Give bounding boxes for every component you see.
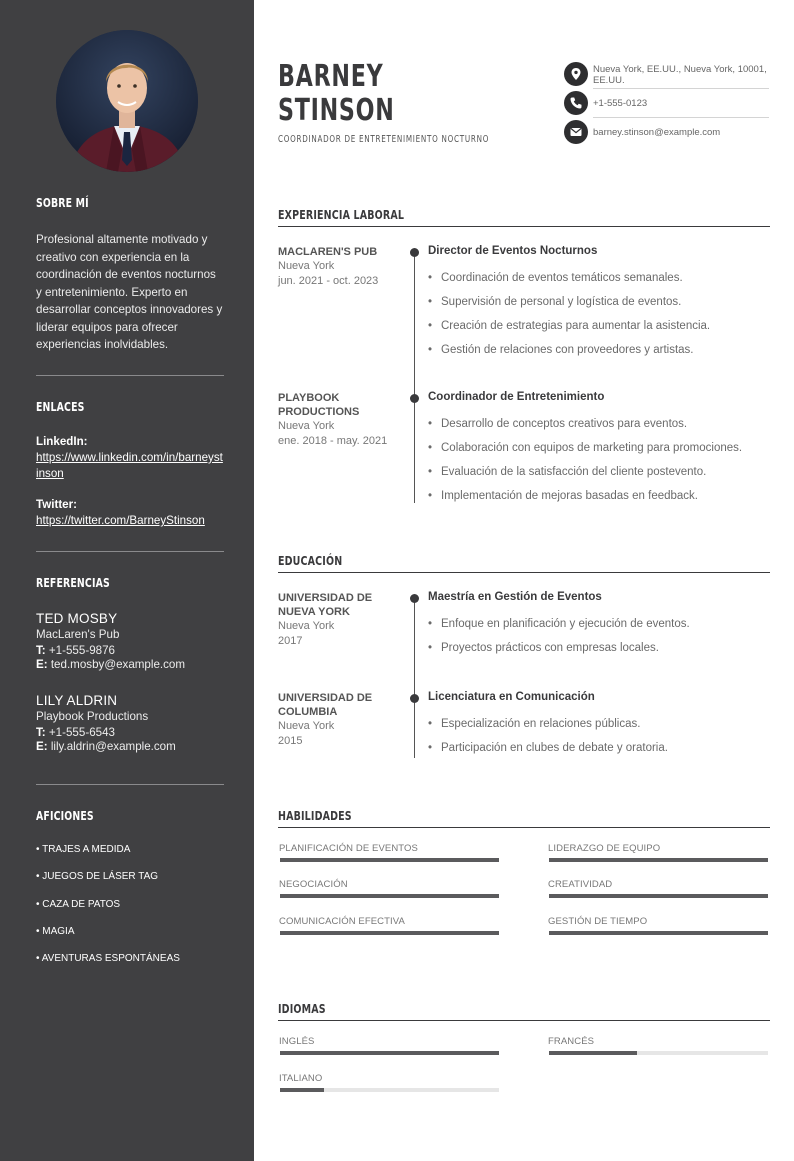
- hobby-item: • TRAJES A MEDIDA: [36, 844, 131, 855]
- linkedin-link[interactable]: https://www.linkedin.com/in/barneystinson: [36, 451, 223, 480]
- reference-item: [36, 693, 224, 753]
- job-title: COORDINADOR DE ENTRETENIMIENTO NOCTURNO: [278, 134, 490, 145]
- skill-item: [548, 843, 768, 854]
- twitter-link[interactable]: https://twitter.com/BarneyStinson: [36, 514, 205, 527]
- references-section: [36, 576, 224, 590]
- timeline-line: [414, 251, 415, 503]
- skill-item: [548, 879, 768, 890]
- skill-label: GESTIÓN DE TIEMPO: [548, 916, 648, 927]
- bullet-item: • Participación en clubes de debate y oratoria.: [428, 741, 768, 765]
- skill-bar-fill: [280, 858, 499, 862]
- about-heading: SOBRE MÍ: [36, 196, 89, 210]
- org-location: Nueva York: [278, 260, 335, 272]
- degree-title: Maestría en Gestión de Eventos: [428, 591, 602, 603]
- skill-item: [548, 916, 768, 927]
- reference-name: LILY ALDRIN: [36, 693, 118, 708]
- email-prefix: E:: [36, 658, 48, 671]
- bullet-item: • Desarrollo de conceptos creativos para eventos.: [428, 417, 768, 441]
- bullet-item: • Enfoque en planificación y ejecución de eventos.: [428, 617, 768, 641]
- divider: [36, 551, 224, 552]
- org-name: MACLAREN'S PUB: [278, 246, 378, 258]
- skill-bar: [280, 931, 499, 935]
- timeline-dot: [410, 394, 419, 403]
- bullet-item: • Gestión de relaciones con proveedores y artistas.: [428, 343, 768, 367]
- education-org-block: [278, 691, 398, 749]
- first-name: BARNEY: [278, 59, 384, 94]
- language-label: INGLÉS: [279, 1036, 315, 1047]
- reference-phone: [36, 644, 224, 657]
- experience-org-block: [278, 391, 398, 449]
- skill-label: PLANIFICACIÓN DE EVENTOS: [279, 843, 418, 854]
- skill-label: NEGOCIACIÓN: [279, 879, 348, 890]
- timeline-line: [414, 597, 415, 758]
- hobbies-list: [36, 843, 224, 979]
- languages-heading: [278, 1001, 770, 1021]
- reference-email: [36, 740, 224, 753]
- skill-bar-fill: [549, 858, 768, 862]
- links-section: [36, 400, 224, 414]
- org-location: Nueva York: [278, 420, 335, 432]
- org-dates: 2017: [278, 635, 303, 647]
- bullet-item: • Coordinación de eventos temáticos semanales.: [428, 271, 768, 295]
- skill-item: [279, 916, 499, 927]
- hobbies-section: [36, 809, 224, 823]
- org-name: PLAYBOOK PRODUCTIONS: [278, 392, 360, 418]
- bullet-item: • Evaluación de la satisfacción del cliente postevento.: [428, 465, 768, 489]
- link-twitter: [36, 498, 224, 529]
- timeline-dot: [410, 594, 419, 603]
- reference-org: MacLaren's Pub: [36, 628, 120, 641]
- skill-label: LIDERAZGO DE EQUIPO: [548, 843, 661, 854]
- hobbies-heading: AFICIONES: [36, 809, 94, 823]
- references-heading: REFERENCIAS: [36, 576, 110, 590]
- skills-heading-text: HABILIDADES: [278, 808, 352, 823]
- address-text: Nueva York, EE.UU., Nueva York, 10001, EE.UU.: [593, 64, 767, 86]
- links-heading: ENLACES: [36, 400, 85, 414]
- reference-phone-value: +1-555-6543: [48, 726, 115, 739]
- role-title: Director de Eventos Nocturnos: [428, 245, 598, 257]
- reference-email-value: lily.aldrin@example.com: [50, 740, 176, 753]
- link-linkedin: [36, 435, 224, 482]
- divider: [593, 117, 769, 118]
- about-text: Profesional altamente motivado y creativo con experiencia en la coordinación de eventos nocturnos y entretenimiento. Experto en desarrollar conceptos innovadores y liderar equipos para ofrecer experiencias inolvidables.: [36, 233, 223, 351]
- skill-bar: [280, 858, 499, 862]
- education-org-block: [278, 591, 398, 649]
- experience-heading-text: EXPERIENCIA LABORAL: [278, 207, 405, 222]
- language-bar-fill: [549, 1051, 637, 1055]
- skill-item: [279, 879, 499, 890]
- divider: [36, 784, 224, 785]
- bullet-item: • Implementación de mejoras basadas en feedback.: [428, 489, 768, 513]
- skill-bar-fill: [280, 894, 499, 898]
- language-bar: [280, 1051, 499, 1055]
- language-item: [548, 1036, 768, 1047]
- skill-bar: [549, 858, 768, 862]
- language-bar: [280, 1088, 499, 1092]
- email-text: barney.stinson@example.com: [593, 127, 721, 138]
- bullet-item: • Especialización en relaciones públicas.: [428, 717, 768, 741]
- skill-label: CREATIVIDAD: [548, 879, 613, 890]
- language-label: FRANCÉS: [548, 1036, 595, 1047]
- org-location: Nueva York: [278, 620, 335, 632]
- location-pin-icon: [564, 62, 588, 86]
- role-bullets: [428, 417, 768, 513]
- reference-phone: [36, 726, 224, 739]
- envelope-icon: [564, 120, 588, 144]
- phone-prefix: T:: [36, 726, 46, 739]
- org-name: UNIVERSIDAD DE COLUMBIA: [278, 692, 373, 718]
- degree-bullets: [428, 617, 768, 665]
- experience-org-block: [278, 245, 398, 289]
- education-list: [278, 591, 770, 761]
- skill-label: COMUNICACIÓN EFECTIVA: [279, 916, 405, 927]
- org-location: Nueva York: [278, 720, 335, 732]
- org-dates: jun. 2021 - oct. 2023: [278, 275, 379, 287]
- skill-bar: [280, 894, 499, 898]
- sidebar: [0, 0, 254, 1161]
- hobby-item: • AVENTURAS ESPONTÁNEAS: [36, 953, 180, 965]
- reference-org: Playbook Productions: [36, 710, 149, 723]
- skill-bar-fill: [549, 931, 768, 935]
- org-dates: ene. 2018 - may. 2021: [278, 435, 388, 447]
- reference-phone-value: +1-555-9876: [48, 644, 115, 657]
- phone-prefix: T:: [36, 644, 46, 657]
- phone-icon: [564, 91, 588, 115]
- degree-title: Licenciatura en Comunicación: [428, 691, 595, 703]
- education-heading-text: EDUCACIÓN: [278, 553, 343, 568]
- experience-list: [278, 245, 770, 505]
- language-label: ITALIANO: [279, 1073, 323, 1084]
- bullet-item: • Creación de estrategias para aumentar la asistencia.: [428, 319, 768, 343]
- email-prefix: E:: [36, 740, 48, 753]
- skill-bar-fill: [280, 931, 499, 935]
- bullet-item: • Supervisión de personal y logística de eventos.: [428, 295, 768, 319]
- reference-name: TED MOSBY: [36, 611, 118, 626]
- about-section: [36, 196, 224, 210]
- org-dates: 2015: [278, 735, 303, 747]
- linkedin-label: LinkedIn:: [36, 435, 88, 448]
- reference-email: [36, 658, 224, 671]
- divider: [36, 375, 224, 376]
- bullet-item: • Proyectos prácticos con empresas locales.: [428, 641, 768, 665]
- skill-bar-fill: [549, 894, 768, 898]
- languages-heading-text: IDIOMAS: [278, 1001, 326, 1016]
- last-name: STINSON: [278, 93, 395, 128]
- timeline-dot: [410, 248, 419, 257]
- education-heading: [278, 553, 770, 573]
- profile-photo: [56, 30, 198, 172]
- language-bar-fill: [280, 1051, 499, 1055]
- skill-bar: [549, 894, 768, 898]
- skills-heading: [278, 808, 770, 828]
- phone-text: +1-555-0123: [593, 98, 648, 109]
- avatar: [56, 30, 198, 172]
- role-bullets: [428, 271, 768, 367]
- hobby-item: • JUEGOS DE LÁSER TAG: [36, 871, 159, 883]
- reference-email-value: ted.mosby@example.com: [50, 658, 186, 671]
- full-name: [278, 60, 395, 128]
- experience-heading: [278, 207, 770, 227]
- twitter-label: Twitter:: [36, 498, 78, 511]
- divider: [593, 88, 769, 89]
- reference-item: [36, 611, 224, 671]
- timeline-dot: [410, 694, 419, 703]
- language-item: [279, 1036, 499, 1047]
- bullet-item: • Colaboración con equipos de marketing para promociones.: [428, 441, 768, 465]
- skill-bar: [549, 931, 768, 935]
- language-bar: [549, 1051, 768, 1055]
- hobby-item: • MAGIA: [36, 925, 75, 937]
- hobby-item: • CAZA DE PATOS: [36, 898, 121, 910]
- role-title: Coordinador de Entretenimiento: [428, 391, 605, 403]
- skill-item: [279, 843, 499, 854]
- org-name: UNIVERSIDAD DE NUEVA YORK: [278, 592, 373, 618]
- degree-bullets: [428, 717, 768, 765]
- language-item: [279, 1073, 499, 1084]
- language-bar-fill: [280, 1088, 324, 1092]
